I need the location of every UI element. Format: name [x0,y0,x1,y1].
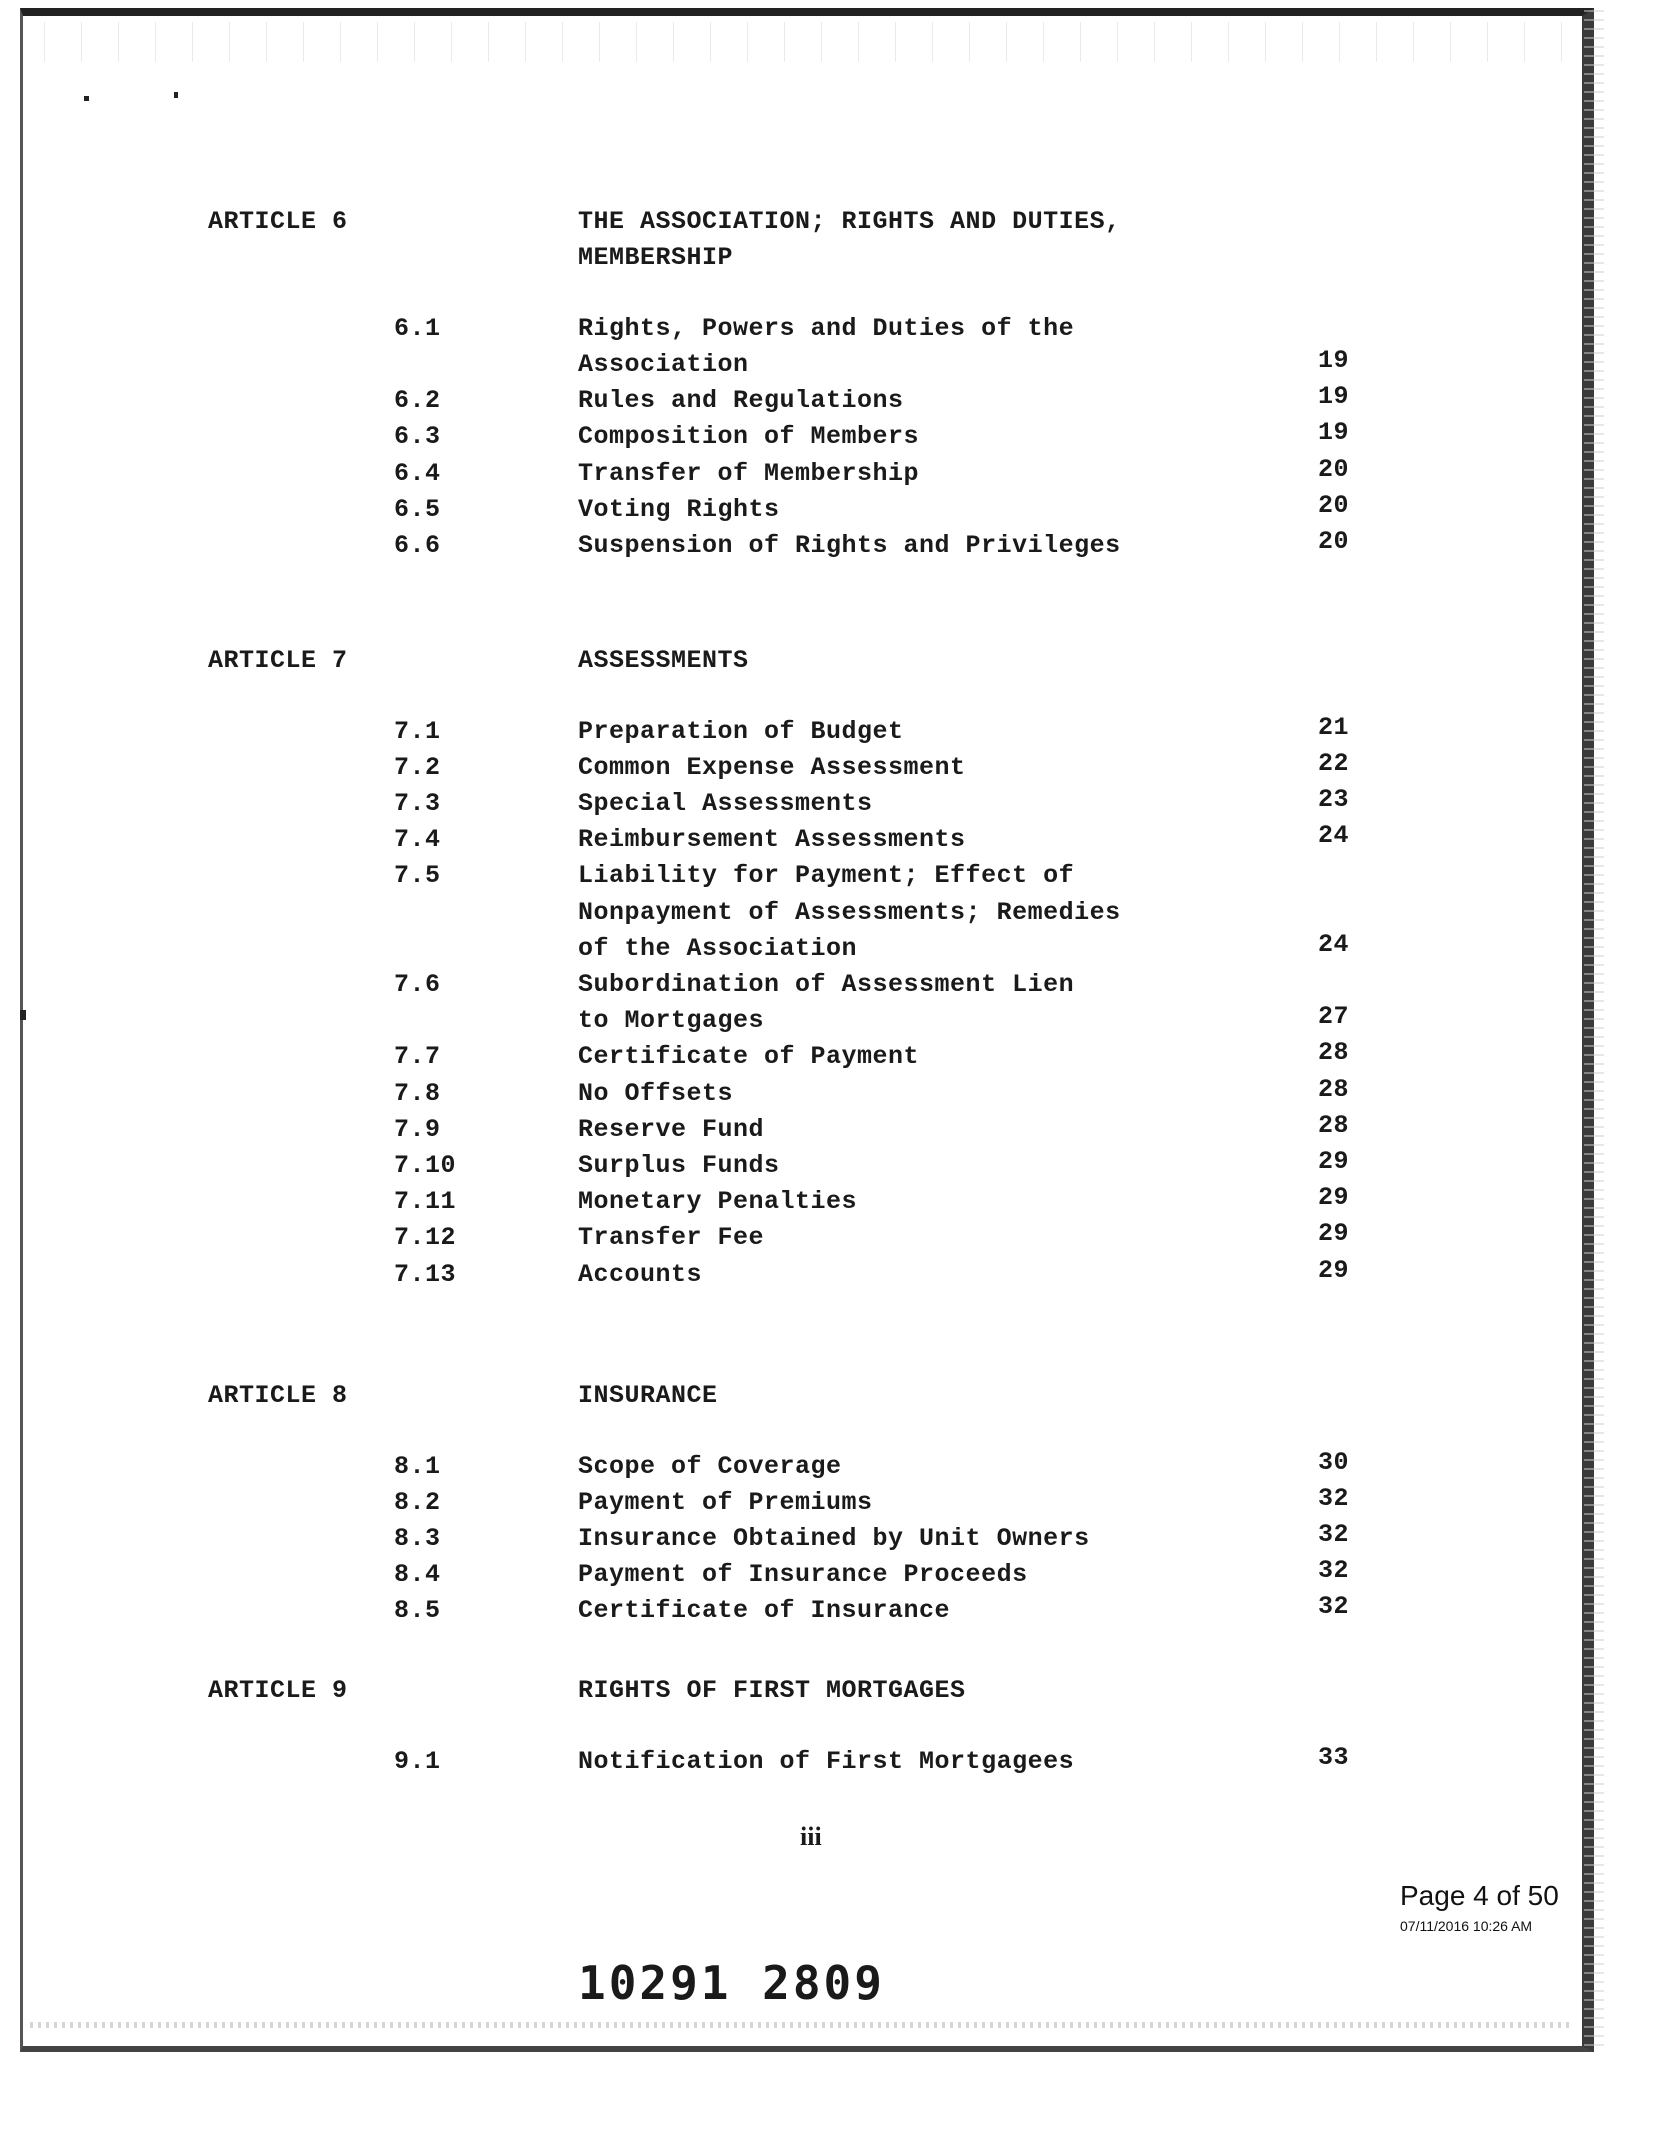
section-number: 7.6 [394,969,441,999]
scan-noise-bottom [30,2022,1570,2028]
section-number: 7.4 [394,825,441,855]
section-title: Certificate of Insurance [578,1596,951,1626]
section-page-number: 29 [1318,1146,1350,1176]
section-page-number: 33 [1318,1742,1350,1772]
article-label: ARTICLE 8 [208,1381,348,1410]
section-number: 6.4 [394,458,441,488]
section-number: 6.6 [394,530,441,560]
section-page-number: 28 [1318,1074,1350,1104]
section-title: Reimbursement Assessments [578,825,966,855]
section-title: Payment of Premiums [578,1487,873,1517]
section-number: 7.13 [394,1259,457,1289]
section-title: Surplus Funds [578,1150,780,1180]
section-title: of the Association [578,933,858,963]
section-number: 7.9 [394,1114,441,1144]
section-title: Composition of Members [578,422,920,452]
section-page-number: 22 [1318,748,1350,778]
section-title: Reserve Fund [578,1114,765,1144]
section-page-number: 29 [1318,1183,1350,1213]
section-number: 9.1 [394,1746,441,1776]
section-title: No Offsets [578,1078,734,1108]
section-page-number: 23 [1318,784,1350,814]
section-page-number: 32 [1318,1556,1350,1586]
section-title: Accounts [578,1259,703,1289]
section-number: 7.3 [394,788,441,818]
section-number: 7.2 [394,752,441,782]
section-page-number: 29 [1318,1255,1350,1285]
section-number: 7.8 [394,1078,441,1108]
article-label: ARTICLE 6 [208,207,348,236]
section-title: Scope of Coverage [578,1451,842,1481]
section-title: Association [578,349,749,379]
section-number: 7.10 [394,1150,457,1180]
article-label: ARTICLE 7 [208,646,348,675]
section-page-number: 24 [1318,929,1350,959]
section-title: Monetary Penalties [578,1187,858,1217]
page-count-label: Page 4 of 50 [1400,1880,1559,1911]
section-number: 8.1 [394,1451,441,1481]
section-title: Nonpayment of Assessments; Remedies [578,897,1121,927]
section-title: Notification of First Mortgagees [578,1746,1075,1776]
section-page-number: 32 [1318,1592,1350,1622]
section-page-number: 24 [1318,821,1350,851]
section-number: 8.3 [394,1523,441,1553]
section-page-number: 27 [1318,1002,1350,1032]
section-page-number: 21 [1318,712,1350,742]
roman-page-number: iii [800,1822,822,1851]
section-title: Certificate of Payment [578,1042,920,1072]
section-title: Subordination of Assessment Lien [578,969,1075,999]
section-number: 7.1 [394,716,441,746]
section-title: Suspension of Rights and Privileges [578,530,1121,560]
section-number: 7.11 [394,1187,457,1217]
section-number: 7.12 [394,1223,457,1253]
scan-speck [174,92,178,98]
section-number: 7.5 [394,861,441,891]
section-number: 8.5 [394,1596,441,1626]
section-number: 8.2 [394,1487,441,1517]
section-page-number: 28 [1318,1110,1350,1140]
article-title: INSURANCE [578,1381,718,1410]
section-number: 6.3 [394,422,441,452]
section-title: Rights, Powers and Duties of the [578,313,1075,343]
section-page-number: 20 [1318,454,1350,484]
section-title: Rules and Regulations [578,386,904,416]
article-title: ASSESSMENTS [578,646,749,675]
scan-speck [20,1010,26,1020]
book-page-stamp: 10291 2809 [578,1956,885,2010]
scan-noise-top [30,22,1570,62]
section-number: 6.1 [394,313,441,343]
section-title: Transfer Fee [578,1223,765,1253]
section-number: 8.4 [394,1560,441,1590]
scan-speck [84,96,89,101]
article-title: THE ASSOCIATION; RIGHTS AND DUTIES, [578,207,1121,236]
scan-noise-right [1584,10,1604,2050]
section-page-number: 32 [1318,1519,1350,1549]
section-title: to Mortgages [578,1006,765,1036]
section-page-number: 29 [1318,1219,1350,1249]
section-title: Liability for Payment; Effect of [578,861,1075,891]
section-page-number: 20 [1318,490,1350,520]
section-page-number: 19 [1318,382,1350,412]
article-label: ARTICLE 9 [208,1676,348,1705]
recording-timestamp: 07/11/2016 10:26 AM [1400,1918,1533,1934]
section-page-number: 19 [1318,345,1350,375]
section-title: Transfer of Membership [578,458,920,488]
section-number: 6.5 [394,494,441,524]
article-title: MEMBERSHIP [578,243,734,273]
section-title: Voting Rights [578,494,780,524]
section-page-number: 20 [1318,526,1350,556]
section-page-number: 19 [1318,418,1350,448]
section-title: Preparation of Budget [578,716,904,746]
section-title: Common Expense Assessment [578,752,966,782]
section-title: Payment of Insurance Proceeds [578,1560,1028,1590]
section-page-number: 28 [1318,1038,1350,1068]
article-title: RIGHTS OF FIRST MORTGAGES [578,1676,966,1705]
section-number: 6.2 [394,386,441,416]
section-page-number: 30 [1318,1447,1350,1477]
section-title: Special Assessments [578,788,873,818]
section-page-number: 32 [1318,1483,1350,1513]
section-title: Insurance Obtained by Unit Owners [578,1523,1090,1553]
section-number: 7.7 [394,1042,441,1072]
